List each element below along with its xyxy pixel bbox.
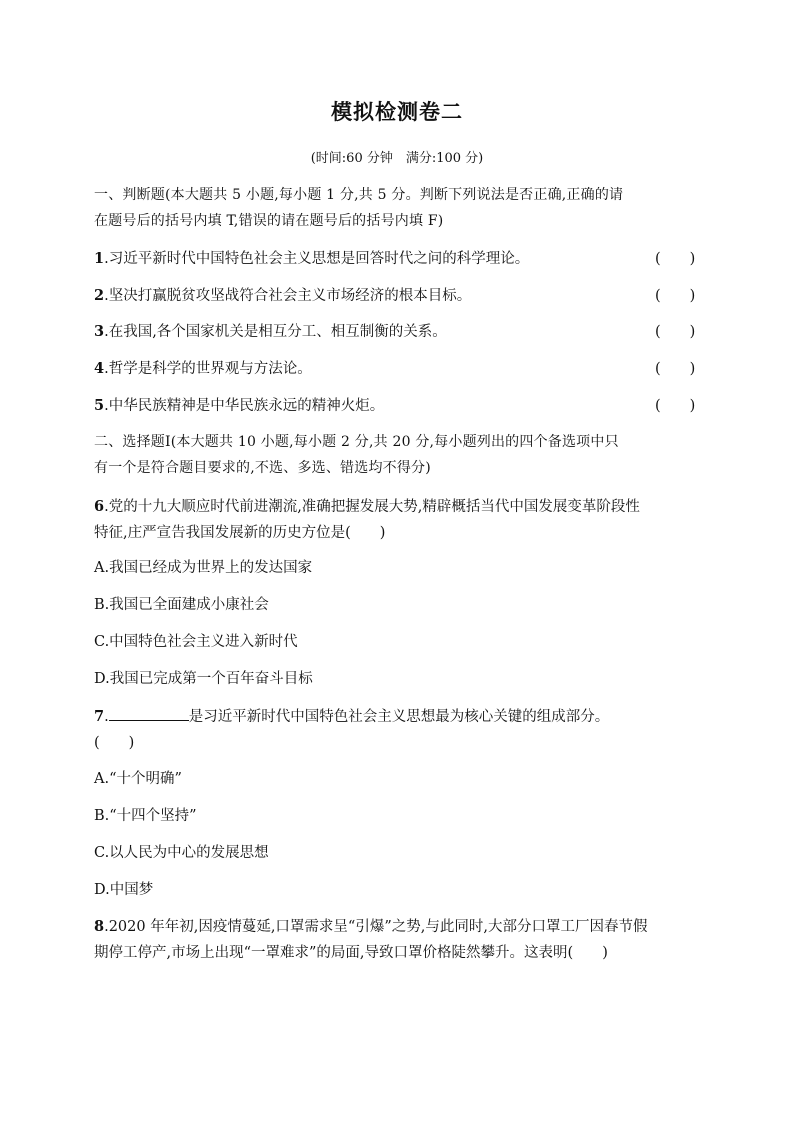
answer-bracket-3[interactable]: ( )	[655, 324, 696, 340]
option-6c[interactable]: C.中国特色社会主义进入新时代	[94, 634, 298, 650]
option-7c[interactable]: C.以人民为中心的发展思想	[94, 845, 269, 861]
question-number: 1	[94, 250, 105, 267]
answer-bracket-4[interactable]: ( )	[655, 361, 696, 377]
option-7a[interactable]: A.“十个明确”	[94, 771, 182, 787]
question-number: 2	[94, 287, 105, 304]
fill-in-blank[interactable]	[109, 706, 189, 721]
question-number: 4	[94, 360, 105, 377]
question-text: .在我国,各个国家机关是相互分工、相互制衡的关系。	[104, 324, 447, 340]
answer-bracket-2[interactable]: ( )	[655, 288, 696, 304]
question-8-line-1	[94, 915, 647, 936]
question-2	[94, 284, 471, 305]
question-text: .2020 年年初,因疫情蔓延,口罩需求呈“引爆”之势,与此同时,大部分口罩工厂因春节假	[104, 919, 648, 935]
question-5	[94, 394, 384, 415]
question-4	[94, 357, 312, 378]
page-title: 模拟检测卷二	[331, 100, 463, 124]
option-6b[interactable]: B.我国已全面建成小康社会	[94, 597, 269, 613]
question-text: .坚决打赢脱贫攻坚战符合社会主义市场经济的根本目标。	[104, 288, 472, 304]
question-number: 3	[94, 323, 105, 340]
question-6-line-1	[94, 495, 640, 516]
option-6d[interactable]: D.我国已完成第一个百年奋斗目标	[94, 671, 313, 687]
section-1-instructions-line-2: 在题号后的括号内填 T,错误的请在题号后的括号内填 F)	[94, 213, 444, 229]
question-1	[94, 247, 529, 268]
question-7-line-1: 7. 是习近平新时代中国特色社会主义思想最为核心关键的组成部分。	[94, 708, 610, 725]
question-number: 7	[94, 708, 105, 725]
question-3	[94, 320, 447, 341]
option-7d[interactable]: D.中国梦	[94, 882, 154, 898]
question-text: .哲学是科学的世界观与方法论。	[104, 361, 312, 377]
question-8-line-2: 期停工停产,市场上出现“一罩难求”的局面,导致口罩价格陡然攀升。这表明( )	[94, 945, 608, 961]
question-text: .党的十九大顺应时代前进潮流,准确把握发展大势,精辟概括当代中国发展变革阶段性	[104, 499, 640, 515]
question-6-line-2: 特征,庄严宣告我国发展新的历史方位是( )	[94, 525, 386, 541]
answer-bracket-5[interactable]: ( )	[655, 398, 696, 414]
section-1-instructions-line-1: 一、判断题(本大题共 5 小题,每小题 1 分,共 5 分。判断下列说法是否正确,正确的请	[94, 187, 624, 203]
question-7-answer-bracket[interactable]: ( )	[94, 735, 135, 751]
answer-bracket-1[interactable]: ( )	[655, 251, 696, 267]
question-number: 8	[94, 918, 105, 935]
question-number: 6	[94, 498, 105, 515]
question-text: .习近平新时代中国特色社会主义思想是回答时代之问的科学理论。	[104, 251, 530, 267]
section-2-instructions-line-1: 二、选择题Ⅰ(本大题共 10 小题,每小题 2 分,共 20 分,每小题列出的四个备选项中只	[94, 434, 619, 450]
question-text: .中华民族精神是中华民族永远的精神火炬。	[104, 398, 385, 414]
question-number: 5	[94, 397, 105, 414]
exam-info: (时间:60 分钟 满分:100 分)	[310, 151, 484, 166]
section-2-instructions-line-2: 有一个是符合题目要求的,不选、多选、错选均不得分)	[94, 460, 431, 476]
question-text: 是习近平新时代中国特色社会主义思想最为核心关键的组成部分。	[188, 709, 610, 725]
option-6a[interactable]: A.我国已经成为世界上的发达国家	[94, 560, 313, 576]
option-7b[interactable]: B.“十四个坚持”	[94, 808, 197, 824]
